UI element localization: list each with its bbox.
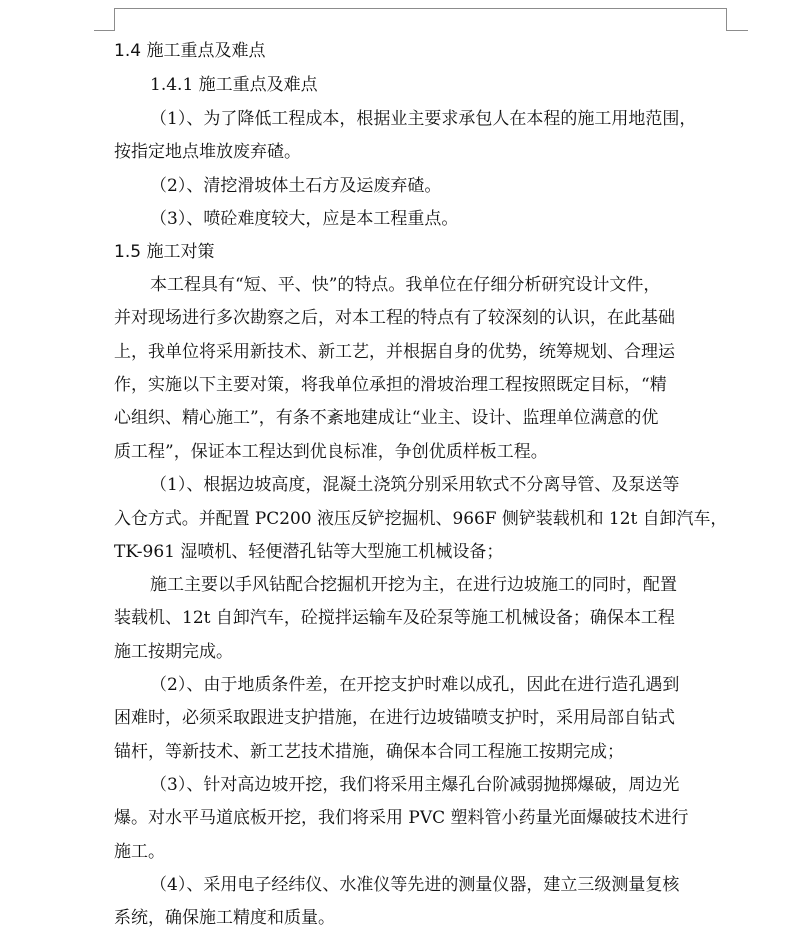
crop-mark-left-vertical [114, 8, 115, 30]
measure-2-line-3: 锚杆，等新技术、新工艺技术措施，确保本合同工程施工按期完成； [114, 742, 624, 762]
measure-2-line-2: 困难时，必须采取跟进支护措施，在进行边坡锚喷支护时，采用局部自钻式 [114, 708, 675, 728]
intro-line-3: 上，我单位将采用新技术、新工艺，并根据自身的优势，统筹规划、合理运 [114, 342, 675, 362]
intro-line-6: 质工程”，保证本工程达到优良标准，争创优质样板工程。 [114, 442, 548, 462]
measure-3-line-3: 施工。 [114, 842, 165, 862]
subsection-heading-1-4-1: 1.4.1 施工重点及难点 [150, 75, 318, 95]
intro-line-4: 作，实施以下主要对策，将我单位承担的滑坡治理工程按照既定目标，“精 [114, 375, 667, 395]
crop-mark-left-horizontal [94, 30, 115, 31]
measure-3-line-1: （3）、针对高边坡开挖，我们将采用主爆孔台阶减弱抛掷爆破，周边光 [150, 775, 680, 795]
section-heading-1-5: 1.5 施工对策 [114, 242, 215, 262]
intro-line-1: 本工程具有“短、平、快”的特点。我单位在仔细分析研究设计文件， [150, 275, 661, 295]
point-1-line-2: 按指定地点堆放废弃碴。 [114, 142, 301, 162]
measure-4-line-1: （4）、采用电子经纬仪、水准仪等先进的测量仪器，建立三级测量复核 [150, 875, 680, 895]
measure-1-line-3: TK-961 湿喷机、轻便潜孔钻等大型施工机械设备； [114, 542, 504, 562]
measure-1-line-2: 入仓方式。并配置 PC200 液压反铲挖掘机、966F 侧铲装载机和 12t 自卸汽车， [114, 508, 728, 528]
crop-mark-right-horizontal [726, 30, 748, 31]
construction-line-1: 施工主要以手风钻配合挖掘机开挖为主，在进行边坡施工的同时，配置 [150, 575, 677, 595]
measure-1-line-1: （1）、根据边坡高度，混凝土浇筑分别采用软式不分离导管、及泵送等 [150, 475, 680, 495]
construction-line-3: 施工按期完成。 [114, 642, 233, 662]
section-heading-1-4: 1.4 施工重点及难点 [114, 41, 266, 61]
construction-line-2: 装载机、12t 自卸汽车，砼搅拌运输车及砼泵等施工机械设备；确保本工程 [114, 608, 675, 628]
intro-line-5: 心组织、精心施工”，有条不紊地建成让“业主、设计、监理单位满意的优 [114, 408, 659, 428]
measure-2-line-1: （2）、由于地质条件差，在开挖支护时难以成孔，因此在进行造孔遇到 [150, 675, 680, 695]
point-3: （3）、喷砼难度较大，应是本工程重点。 [150, 209, 459, 229]
measure-4-line-2: 系统，确保施工精度和质量。 [114, 908, 335, 928]
point-2: （2）、清挖滑坡体土石方及运废弃碴。 [150, 176, 442, 196]
intro-line-2: 并对现场进行多次勘察之后，对本工程的特点有了较深刻的认识，在此基础 [114, 308, 675, 328]
measure-3-line-2: 爆。对水平马道底板开挖，我们将采用 PVC 塑料管小药量光面爆破技术进行 [114, 808, 689, 828]
point-1-line-1: （1）、为了降低工程成本，根据业主要求承包人在本程的施工用地范围， [150, 109, 697, 129]
crop-mark-top-border [114, 8, 726, 9]
crop-mark-right-vertical [726, 8, 727, 30]
